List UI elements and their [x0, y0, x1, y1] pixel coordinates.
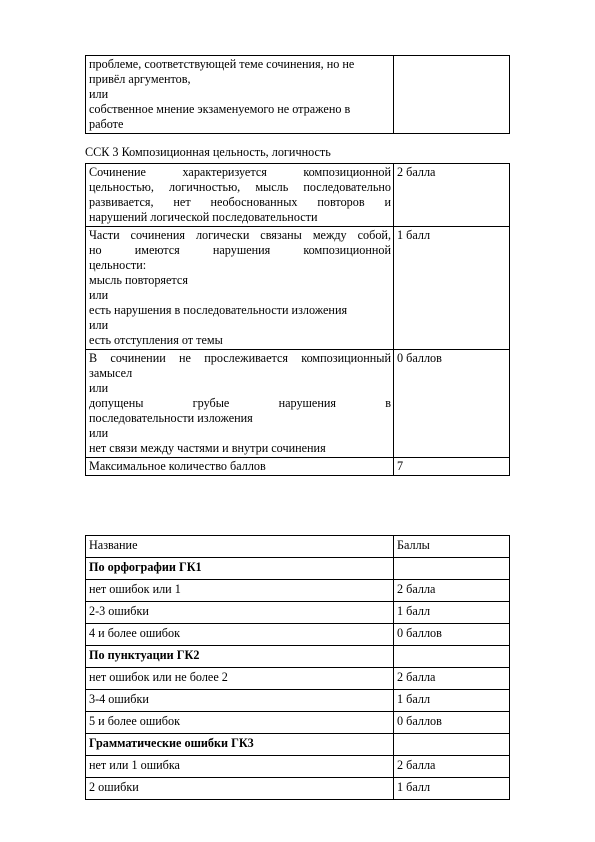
max-score-label: Максимальное количество баллов	[86, 458, 394, 476]
text-line: нарушений логической последовательности	[89, 210, 318, 224]
table-row	[86, 164, 510, 227]
column-header-name: Название	[86, 536, 394, 558]
score-cell: 0 баллов	[394, 350, 510, 458]
row-points: 1 балл	[394, 690, 510, 712]
score-cell	[394, 56, 510, 134]
table-row	[86, 350, 510, 458]
group-row	[86, 646, 510, 668]
group-row	[86, 734, 510, 756]
text-line: нет связи между частями и внутри сочинения	[89, 441, 326, 455]
column-header-points: Баллы	[394, 536, 510, 558]
score-table	[85, 535, 510, 800]
text-line: есть нарушения в последовательности изложения	[89, 303, 348, 317]
text-line: работе	[89, 117, 124, 131]
score-cell: 1 балл	[394, 227, 510, 350]
text-line: или	[89, 87, 109, 101]
text-line: или	[89, 381, 109, 395]
table-row	[86, 602, 510, 624]
row-name: 4 и более ошибок	[86, 624, 394, 646]
table-row	[86, 712, 510, 734]
row-points: 2 балла	[394, 668, 510, 690]
row-points: 2 балла	[394, 580, 510, 602]
score-cell: 2 балла	[394, 164, 510, 227]
text-line: проблеме, соответствующей теме сочинения, но не	[89, 57, 355, 71]
text-line: цельности:	[89, 258, 147, 272]
group-row	[86, 558, 510, 580]
table-row	[86, 227, 510, 350]
text-line: собственное мнение экзаменуемого не отражено в	[89, 102, 351, 116]
text-line: развивается, нет необоснованных повторов и	[89, 195, 391, 209]
group-points	[394, 734, 510, 756]
table-row	[86, 458, 510, 476]
row-points: 1 балл	[394, 778, 510, 800]
text-line: Части сочинения логически связаны между собой,	[89, 228, 391, 242]
table-row	[86, 668, 510, 690]
group-title: По орфографии ГК1	[86, 558, 394, 580]
text-line: цельностью, логичностью, мысль последовательно	[89, 180, 391, 194]
row-points: 0 баллов	[394, 712, 510, 734]
row-points: 1 балл	[394, 602, 510, 624]
text-line: допущены грубые нарушения в	[89, 396, 391, 410]
text-line: или	[89, 318, 109, 332]
text-line: последовательности изложения	[89, 411, 253, 425]
table-row	[86, 580, 510, 602]
section-heading: ССК 3 Композиционная цельность, логичность	[85, 145, 331, 159]
group-title: По пунктуации ГК2	[86, 646, 394, 668]
group-points	[394, 558, 510, 580]
continuation-table	[85, 55, 510, 134]
text-line: привёл аргументов,	[89, 72, 191, 86]
row-points: 0 баллов	[394, 624, 510, 646]
row-points: 2 балла	[394, 756, 510, 778]
text-line: есть отступления от темы	[89, 333, 223, 347]
row-name: нет ошибок или не более 2	[86, 668, 394, 690]
row-name: 3-4 ошибки	[86, 690, 394, 712]
text-line: В сочинении не прослеживается композиционный	[89, 351, 391, 365]
table-row	[86, 756, 510, 778]
criteria-table	[85, 163, 510, 476]
text-line: мысль повторяется	[89, 273, 188, 287]
text-line: или	[89, 426, 109, 440]
row-name: 2 ошибки	[86, 778, 394, 800]
row-name: 5 и более ошибок	[86, 712, 394, 734]
text-line: замысел	[89, 366, 133, 380]
text-line: но имеются нарушения композиционной	[89, 243, 391, 257]
text-line: или	[89, 288, 109, 302]
row-name: 2-3 ошибки	[86, 602, 394, 624]
table-row	[86, 778, 510, 800]
group-points	[394, 646, 510, 668]
table-row	[86, 690, 510, 712]
max-score-value: 7	[394, 458, 510, 476]
criterion-text-cell	[86, 227, 394, 350]
row-name: нет ошибок или 1	[86, 580, 394, 602]
group-title: Грамматические ошибки ГК3	[86, 734, 394, 756]
text-line: Сочинение характеризуется композиционной	[89, 165, 391, 179]
table-row	[86, 56, 510, 134]
criterion-text-cell	[86, 164, 394, 227]
criterion-text-cell	[86, 56, 394, 134]
row-name: нет или 1 ошибка	[86, 756, 394, 778]
table-row	[86, 624, 510, 646]
criterion-text-cell	[86, 350, 394, 458]
table-header-row	[86, 536, 510, 558]
